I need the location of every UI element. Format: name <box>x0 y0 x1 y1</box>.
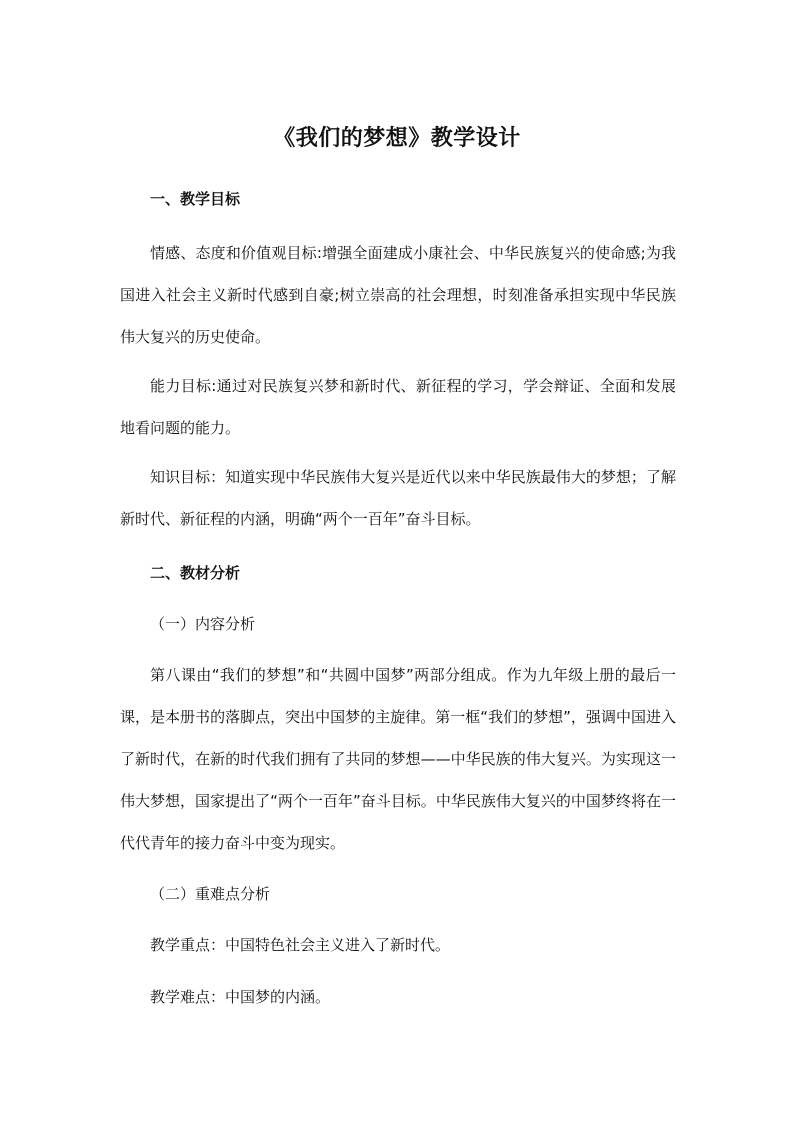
paragraph-ability-goal: 能力目标:通过对民族复兴梦和新时代、新征程的学习，学会辩证、全面和发展地看问题的能力。 <box>120 377 676 437</box>
paragraph-key-point: 教学重点：中国特色社会主义进入了新时代。 <box>150 936 451 954</box>
paragraph-emotion-goal: 情感、态度和价值观目标:增强全面建成小康社会、中华民族复兴的使命感;为我国进入社会主义新时代感到自豪;树立崇高的社会理想，时刻准备承担实现中华民族伟大复兴的历史使命。 <box>120 244 676 346</box>
paragraph-knowledge-goal: 知识目标：知道实现中华民族伟大复兴是近代以来中华民族最伟大的梦想；了解新时代、新征程的内涵，明确“两个一百年”奋斗目标。 <box>120 468 676 528</box>
paragraph-difficult-point: 教学难点：中国梦的内涵。 <box>150 988 331 1006</box>
section-heading-teaching-goals: 一、教学目标 <box>150 190 241 208</box>
subheading-content-analysis: （一）内容分析 <box>150 615 256 633</box>
document-title: 《我们的梦想》教学设计 <box>273 126 521 151</box>
subheading-key-difficult-analysis: （二）重难点分析 <box>150 885 271 903</box>
section-heading-textbook-analysis: 二、教材分析 <box>150 564 241 582</box>
paragraph-content-analysis: 第八课由“我们的梦想”和“共圆中国梦”两部分组成。作为九年级上册的最后一课，是本册书的落脚点，突出中国梦的主旋律。第一框“我们的梦想”，强调中国进入了新时代，在新的时代我们拥有了共同的梦想——中华民族的伟大复兴。为实现这一伟大梦想，国家提出了“两个一百年”奋斗目标。中华民族伟大复兴的中国梦终将在一代代青年的接力奋斗中变为现实。 <box>120 666 676 852</box>
